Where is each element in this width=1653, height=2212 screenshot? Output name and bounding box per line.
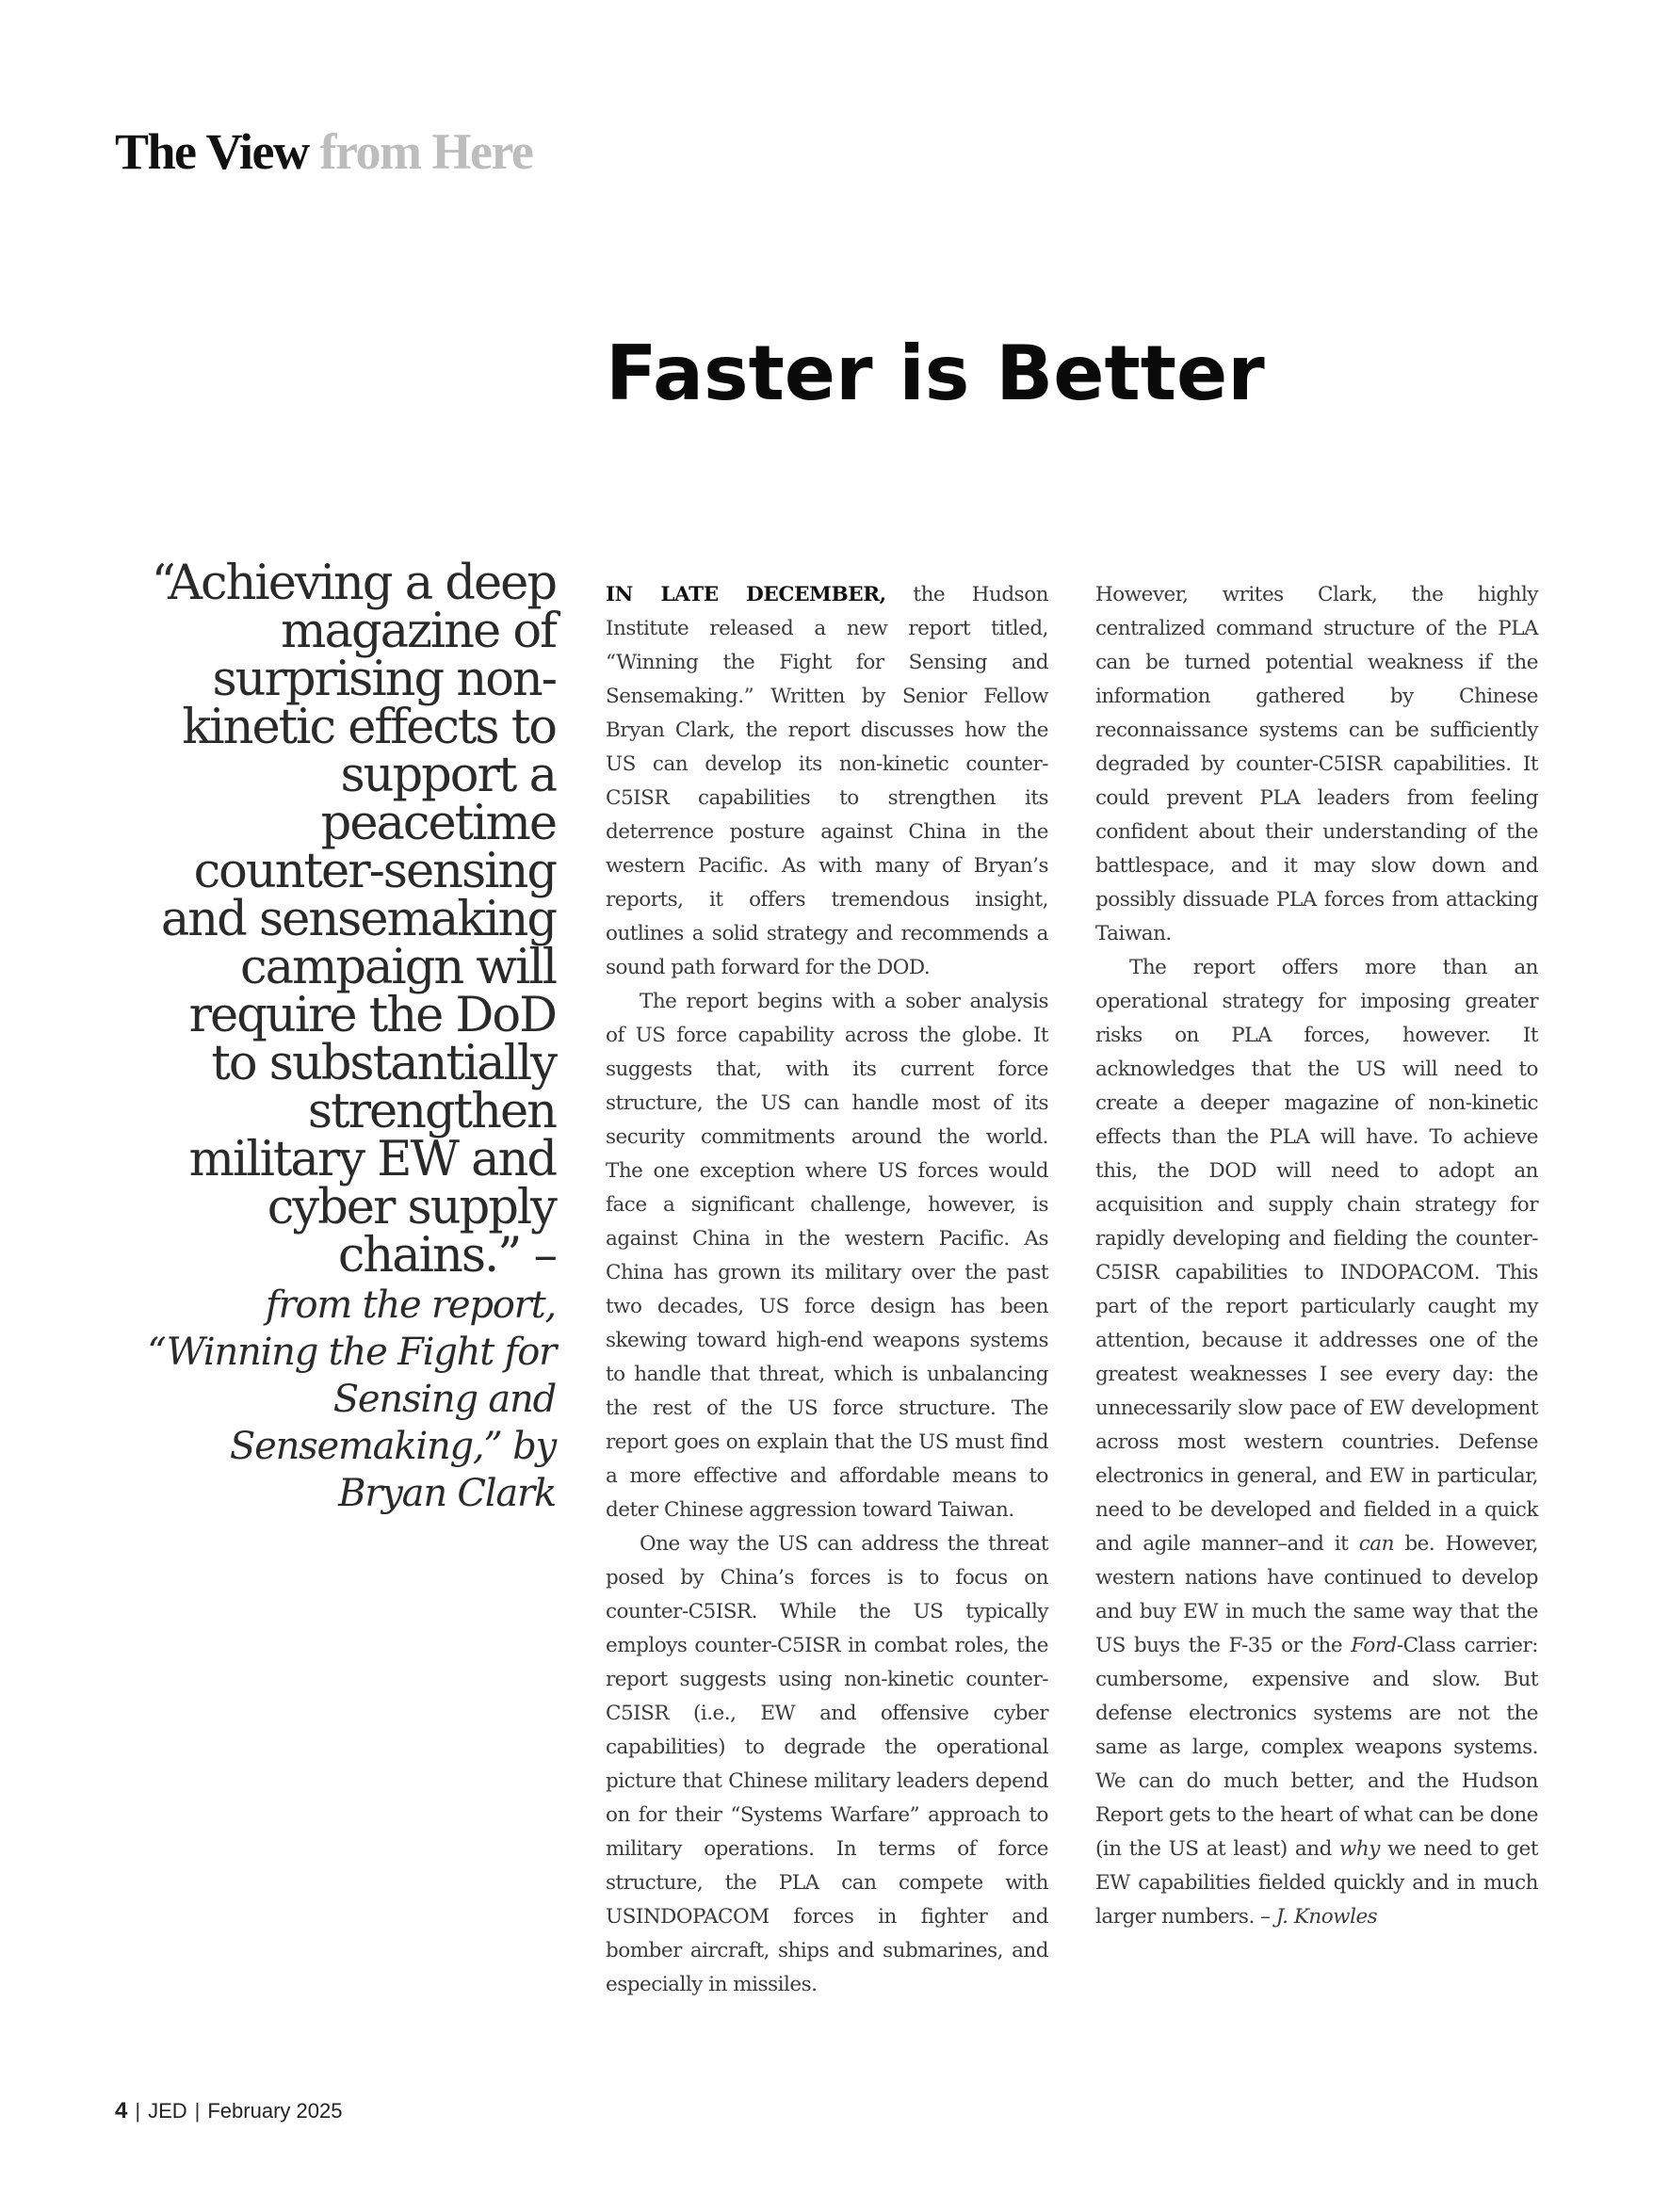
- emphasis-text: can: [1358, 1532, 1394, 1556]
- footer-divider: |: [194, 2099, 201, 2123]
- paragraph: One way the US can address the threat posed by China’s forces is to focus on counter-C5ISR. While the US typically employs counter-C5ISR in combat roles, the report suggests using non-kinetic counter-C5ISR (i.e., EW and offensive cyber capabilities) to degrade the operational picture that Chinese military leaders depend on for their “Systems Warfare” approach to military operations. In terms of force structure, the PLA can compete with USINDOPACOM forces in fighter and bomber aircraft, ships and submarines, and especially in missiles.: [606, 1532, 1048, 1996]
- emphasis-text: why: [1339, 1837, 1380, 1861]
- paragraph: The report begins with a sober analysis of US force capability across the globe. It suggests that, with its current force structure, the US can handle most of its security commitments around the world. The one exception where US forces would face a significant challenge, however, is against China in the western Pacific. As China has grown its military over the past two decades, US force design has been skewing toward high-end weapons systems to handle that threat, which is unbalancing the rest of the US force structure. The report goes on explain that the US must find a more effective and affordable means to deter Chinese aggression toward Taiwan.: [606, 990, 1048, 1522]
- page-number: 4: [115, 2098, 128, 2123]
- paragraph-text: -Class carrier: cumbersome, expensive and slow. But defense electronics systems are not the same as large, complex weapons systems. We can do much better, and the Hudson Report gets to the heart of what can be done (in the US at least) and: [1095, 1634, 1538, 1861]
- paragraph: However, writes Clark, the highly centralized command structure of the PLA can be turned potential weakness if the information gathered by Chinese reconnaissance systems can be sufficiently degraded by counter-C5ISR capabilities. It could prevent PLA leaders from feeling confident about their understanding of the battlespace, and it may slow down and possibly dissuade PLA forces from attacking Taiwan.: [1095, 583, 1538, 945]
- paragraph-text: The report offers more than an operational strategy for imposing greater risks on PLA forces, however. It acknowledges that the US will need to create a deeper magazine of non-kinetic effects than the PLA will have. To achieve this, the DOD will need to adopt an acquisition and supply chain strategy for rapidly developing and fielding the counter-C5ISR capabilities to INDOPACOM. This part of the report particularly caught my attention, because it addresses one of the greatest weaknesses I see every day: the unnecessarily slow pace of EW development across most western countries. Defense electronics in general, and EW in particular, need to be developed and fielded in a quick and agile manner–and it: [1095, 956, 1538, 1556]
- page-footer: [115, 2098, 342, 2124]
- article-column-1: [606, 578, 1048, 2002]
- article-title: Faster is Better: [606, 330, 1265, 417]
- pull-quote: [141, 556, 556, 1517]
- issue-date: February 2025: [207, 2099, 343, 2123]
- section-header-light: from Here: [319, 123, 533, 180]
- publication-name: JED: [148, 2099, 187, 2123]
- pull-quote-attribution: from the report, “Winning the Fight for Sensing and Sensemaking,” by Bryan Clark: [147, 1284, 556, 1515]
- article-column-2: [1095, 578, 1538, 1934]
- paragraph-text: the Hudson Institute released a new report titled, “Winning the Fight for Sensing and Sensemaking.” Written by Senior Fellow Bryan Clark, the report discusses how the US can develop its non-kinetic counter-C5ISR capabilities to strengthen its deterrence posture against China in the western Pacific. As with many of Bryan’s reports, it offers tremendous insight, outlines a solid strategy and recommends a sound path forward for the DOD.: [606, 583, 1048, 979]
- paragraph: [1095, 951, 1538, 1934]
- paragraph: [606, 578, 1048, 985]
- author-signature: J. Knowles: [1275, 1905, 1378, 1929]
- pull-quote-text: “Achieving a deep magazine of surprising non-kinetic effects to support a peacetime counter-sensing and sensemaking campaign will require the DoD to substantially strengthen military EW and cyber supply chains.” –: [151, 556, 556, 1284]
- footer-divider: |: [135, 2099, 141, 2123]
- section-header-strong: The View: [115, 123, 309, 180]
- paragraph-text: be. However, western nations have continued to develop and buy EW in much the same way that the US buys the F-35 or the: [1095, 1532, 1538, 1657]
- lead-in: IN LATE DECEMBER,: [606, 583, 886, 606]
- emphasis-text: Ford: [1351, 1634, 1397, 1657]
- section-header: [115, 122, 532, 181]
- paragraph-text: we need to get EW capabilities fielded quickly and in much larger numbers. –: [1095, 1837, 1538, 1929]
